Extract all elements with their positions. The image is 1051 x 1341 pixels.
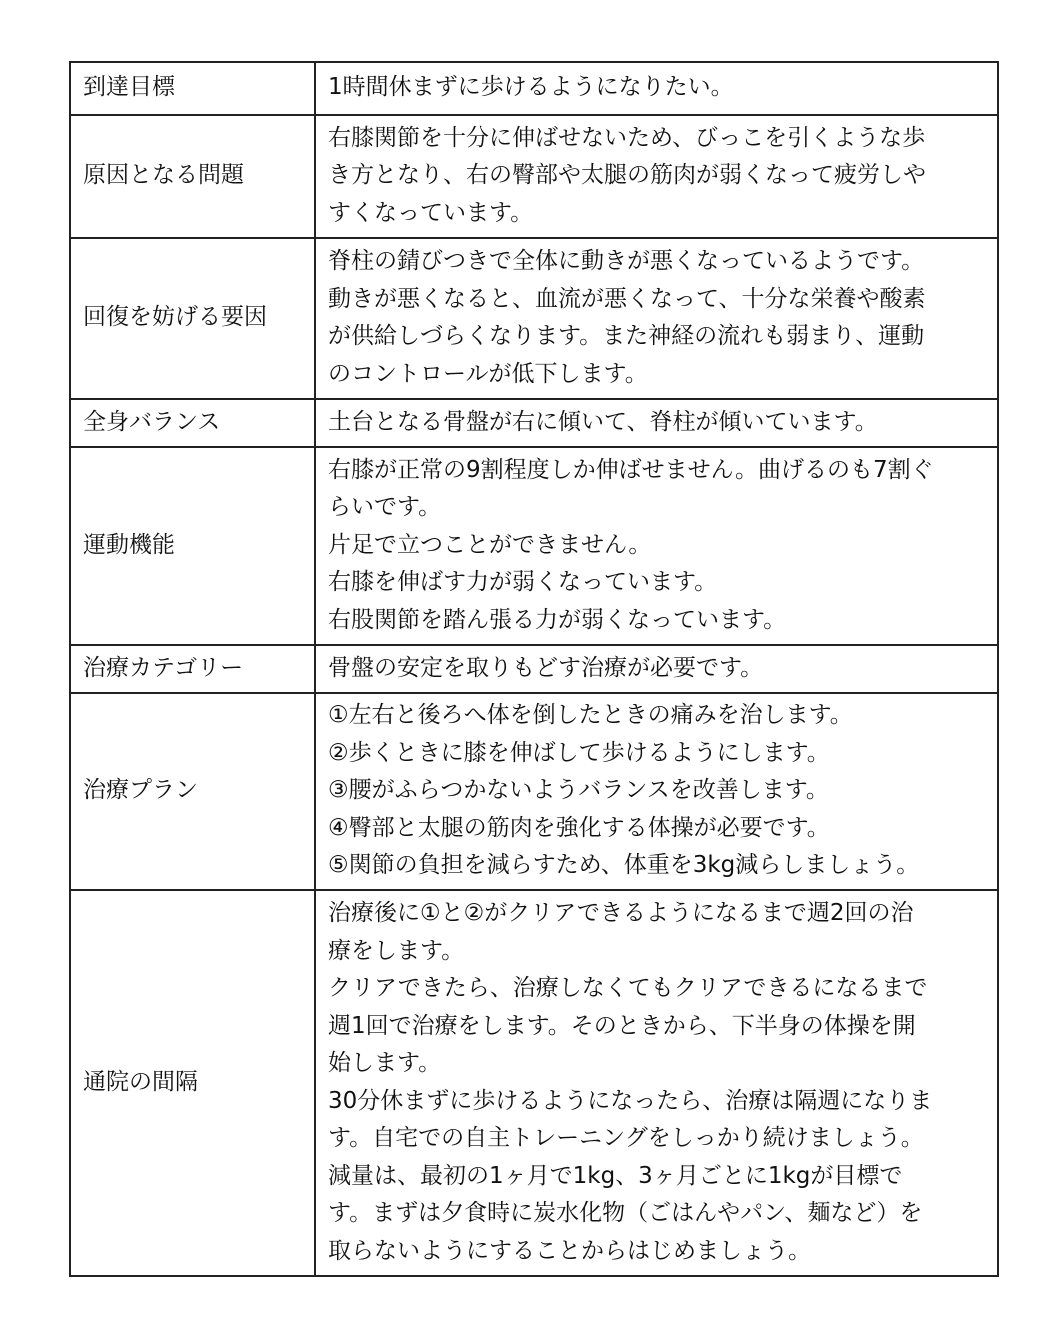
content-line: 右膝を伸ばす力が弱くなっています。 xyxy=(328,569,718,596)
content-line: らいです。 xyxy=(328,494,442,521)
content-line: 取らないようにすることからはじめましょう。 xyxy=(328,1237,811,1264)
row-content xyxy=(315,693,998,890)
content-line: 週1回で治療をします。そのときから、下半身の体操を開 xyxy=(328,1012,916,1039)
content-line: クリアできたら、治療しなくてもクリアできるになるまで xyxy=(328,975,928,1001)
row-label: 全身バランス xyxy=(70,399,315,447)
row-content xyxy=(315,399,998,447)
content-line: 療をします。 xyxy=(328,937,465,964)
row-content xyxy=(315,115,998,238)
content-line: 骨盤の安定を取りもどす治療が必要です。 xyxy=(328,654,764,681)
content-line: ②歩くときに膝を伸ばして歩けるようにします。 xyxy=(328,739,830,766)
content-line: 右膝が正常の9割程度しか伸ばせません。曲げるのも7割ぐ xyxy=(328,456,934,483)
row-content xyxy=(315,890,998,1276)
row-content xyxy=(315,447,998,645)
content-line: 30分休まずに歩けるようになったら、治療は隔週になりま xyxy=(328,1087,933,1114)
content-line: 始します。 xyxy=(328,1050,442,1076)
row-content xyxy=(315,645,998,693)
row-label: 治療プラン xyxy=(70,693,315,890)
content-line: 片足で立つことができません。 xyxy=(328,531,652,558)
row-label: 原因となる問題 xyxy=(70,115,315,238)
content-line: のコントロールが低下します。 xyxy=(328,360,648,387)
content-line: ⑤関節の負担を減らすため、体重を3kg減らしましょう。 xyxy=(328,852,920,879)
content-line: 右股関節を踏ん張る力が弱くなっています。 xyxy=(328,606,787,633)
content-line: 減量は、最初の1ヶ月で1kg、3ヶ月ごとに1kgが目標で xyxy=(328,1162,903,1189)
treatment-plan-table xyxy=(69,61,999,1277)
content-line: すくなっています。 xyxy=(328,199,534,226)
table-row-treatment-category xyxy=(70,645,998,693)
row-label: 通院の間隔 xyxy=(70,890,315,1276)
table-row-motor-function xyxy=(70,447,998,645)
content-line: す。まずは夕食時に炭水化物（ごはんやパン、麺など）を xyxy=(328,1200,923,1226)
content-line: 1時間休まずに歩けるようになりたい。 xyxy=(328,74,734,101)
table-row-treatment-plan xyxy=(70,693,998,890)
content-line: 土台となる骨盤が右に傾いて、脊柱が傾いています。 xyxy=(328,408,878,435)
row-label: 到達目標 xyxy=(70,62,315,115)
table-row-cause xyxy=(70,115,998,238)
row-label: 回復を妨げる要因 xyxy=(70,238,315,399)
table-row-balance xyxy=(70,399,998,447)
content-line: す。自宅での自主トレーニングをしっかり続けましょう。 xyxy=(328,1125,924,1151)
row-content xyxy=(315,238,998,399)
content-line: 治療後に①と②がクリアできるようになるまで週2回の治 xyxy=(328,900,914,926)
content-line: 右膝関節を十分に伸ばせないため、びっこを引くような歩 xyxy=(328,124,926,151)
content-line: き方となり、右の臀部や太腿の筋肉が弱くなって疲労しや xyxy=(328,162,926,189)
content-line: ③腰がふらつかないようバランスを改善します。 xyxy=(328,777,829,804)
content-line: 動きが悪くなると、血流が悪くなって、十分な栄養や酸素 xyxy=(328,285,926,312)
table-row-visit-interval xyxy=(70,890,998,1276)
row-content xyxy=(315,62,998,115)
content-line: ④臀部と太腿の筋肉を強化する体操が必要です。 xyxy=(328,814,830,841)
content-line: 脊柱の錆びつきで全体に動きが悪くなっているようです。 xyxy=(328,248,925,274)
content-line: が供給しづらくなります。また神経の流れも弱まり、運動 xyxy=(328,323,925,349)
table-row-goal xyxy=(70,62,998,115)
content-line: ①左右と後ろへ体を倒したときの痛みを治します。 xyxy=(328,702,853,729)
row-label: 運動機能 xyxy=(70,447,315,645)
row-label: 治療カテゴリー xyxy=(70,645,315,693)
table-row-obstacle xyxy=(70,238,998,399)
